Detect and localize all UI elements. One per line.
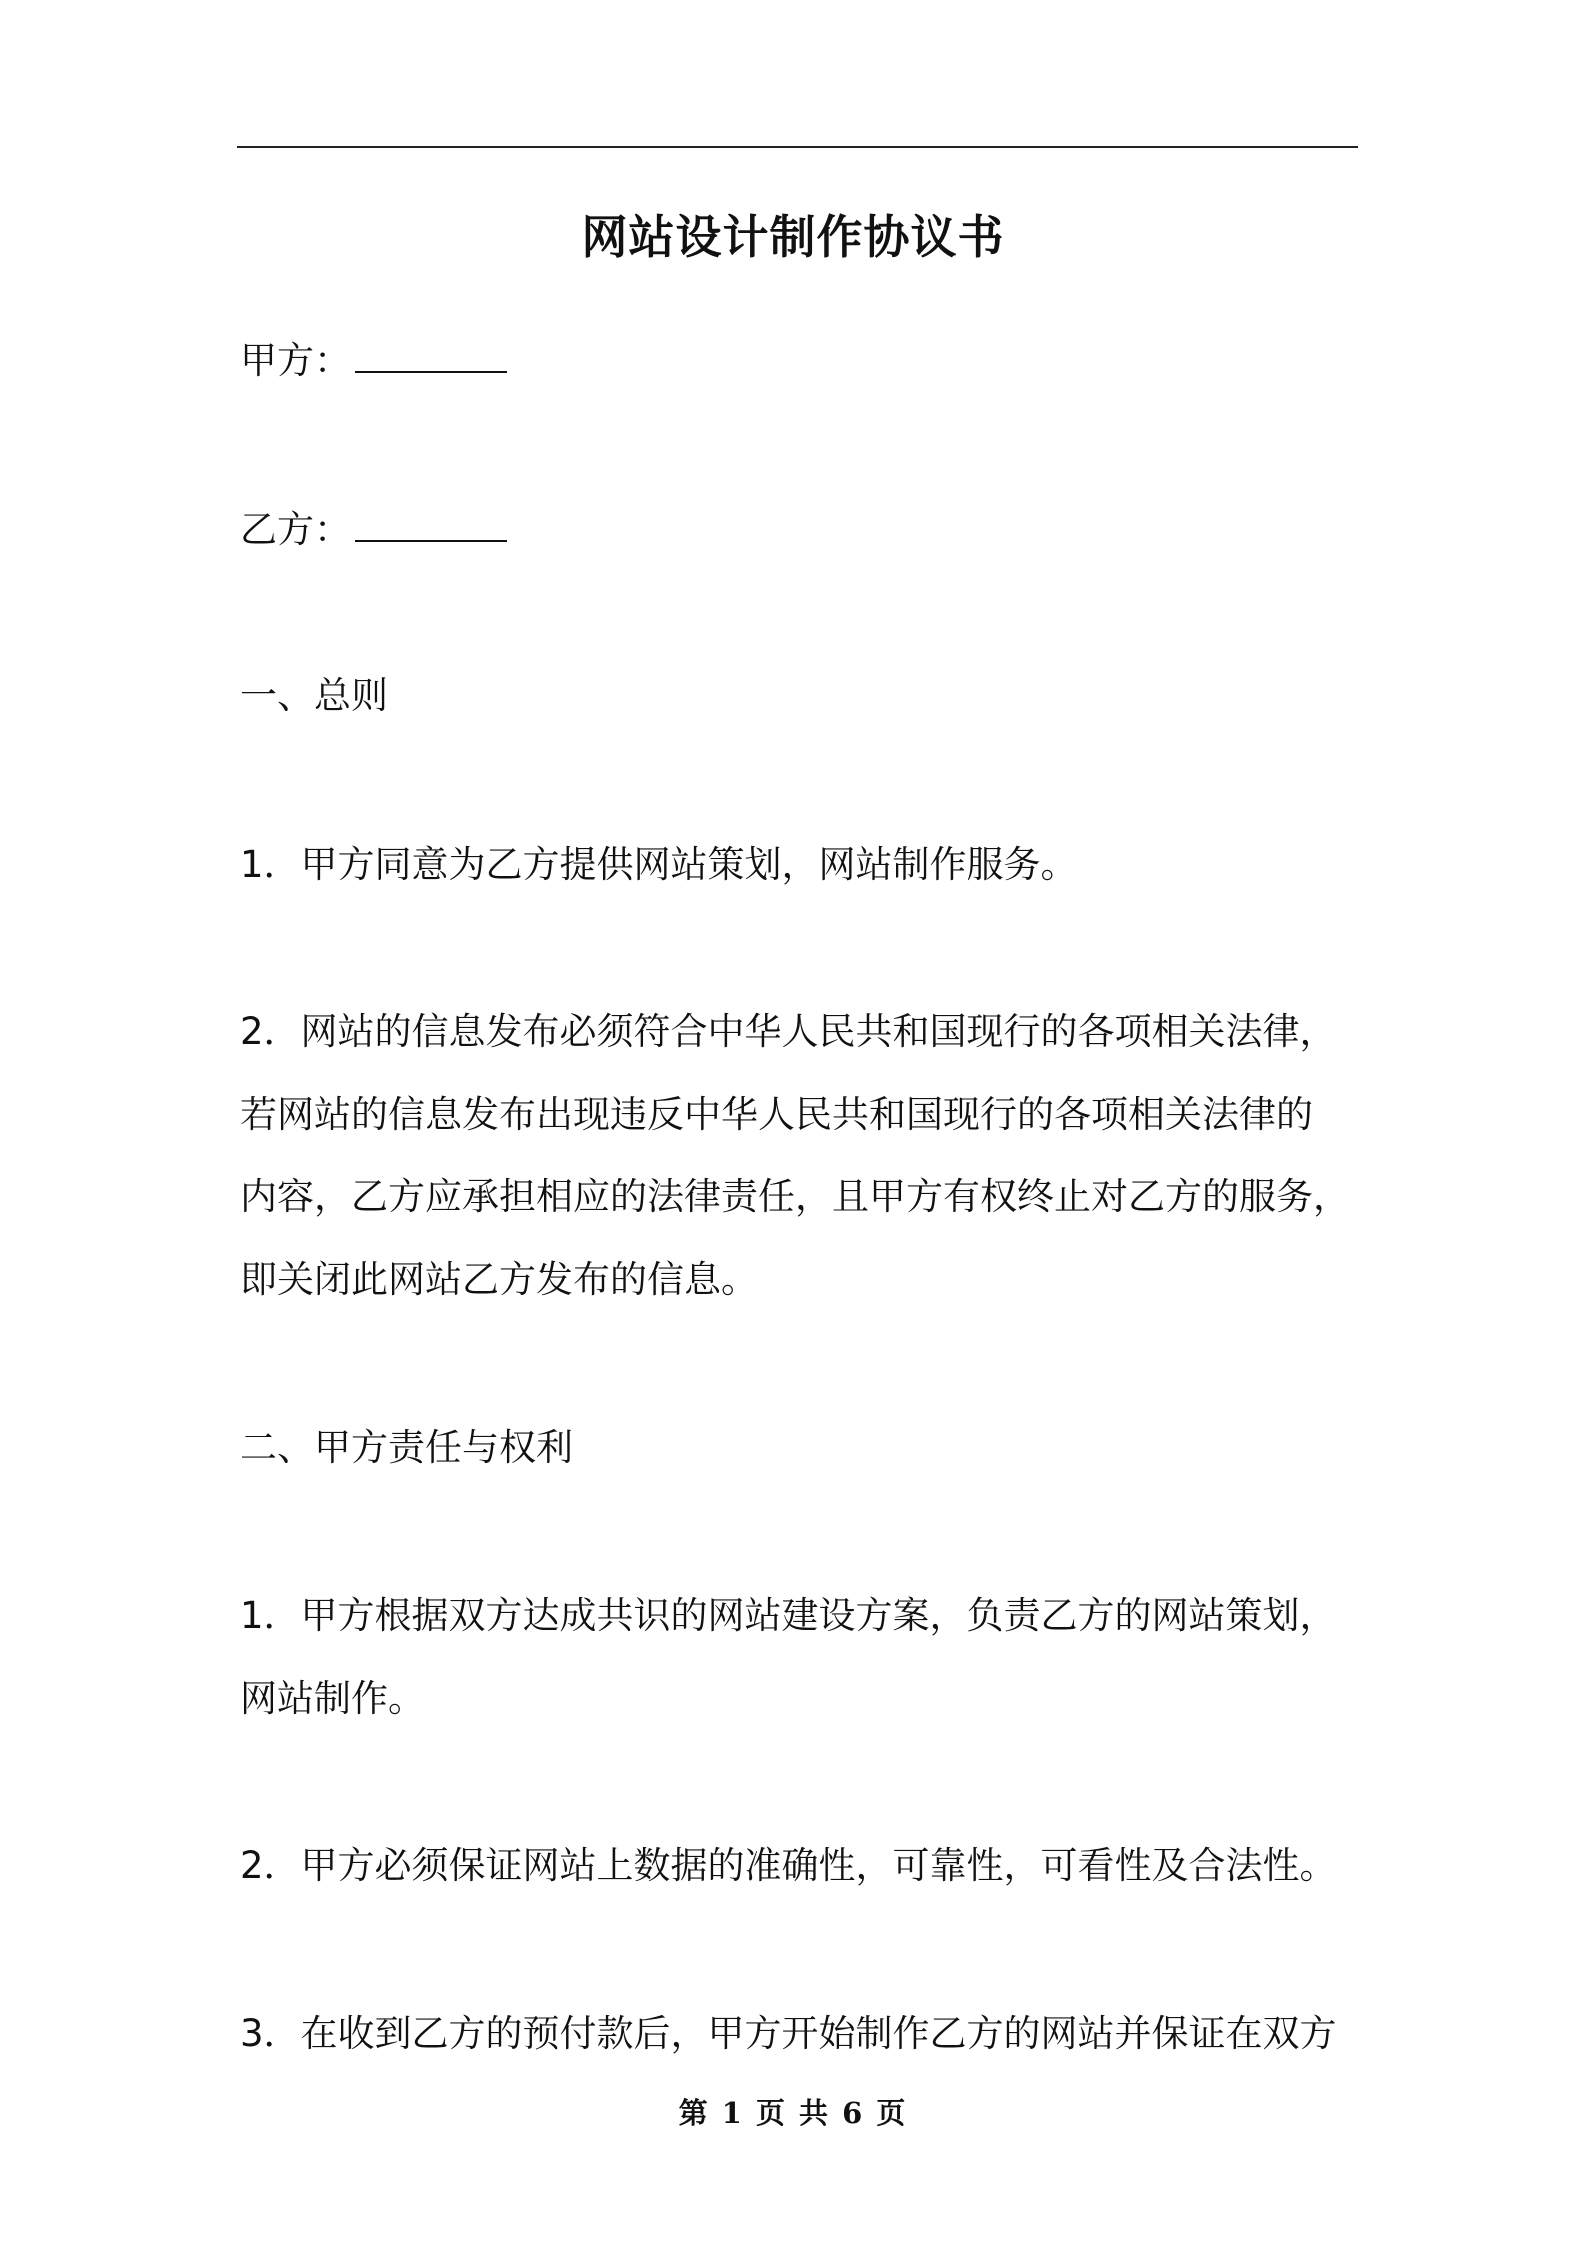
party-a-label: 甲方： <box>240 339 351 382</box>
party-a-blank <box>355 337 507 373</box>
party-a-line <box>240 337 507 385</box>
clause-2-1-line-2: 网站制作。 <box>240 1677 425 1720</box>
page-indicator: 第 1 页 共 6 页 <box>678 2096 908 2130</box>
document-title: 网站设计制作协议书 <box>581 210 1005 264</box>
section-heading-general: 一、总则 <box>240 674 388 717</box>
clause-1-1: 1．甲方同意为乙方提供网站策划，网站制作服务。 <box>240 843 1078 886</box>
clause-2-3-line-1: 3．在收到乙方的预付款后，甲方开始制作乙方的网站并保证在双方 <box>240 2012 1337 2055</box>
section-heading-party-a: 二、甲方责任与权利 <box>240 1426 573 1469</box>
clause-1-2-line-4: 即关闭此网站乙方发布的信息。 <box>240 1258 758 1301</box>
clause-2-1-line-1: 1．甲方根据双方达成共识的网站建设方案，负责乙方的网站策划， <box>240 1594 1337 1637</box>
party-b-label: 乙方： <box>240 508 351 551</box>
party-b-blank <box>355 506 507 542</box>
clause-1-2-line-3: 内容，乙方应承担相应的法律责任，且甲方有权终止对乙方的服务， <box>240 1175 1350 1218</box>
clause-1-2-line-2: 若网站的信息发布出现违反中华人民共和国现行的各项相关法律的 <box>240 1093 1313 1136</box>
header-rule <box>237 146 1358 148</box>
clause-2-2: 2．甲方必须保证网站上数据的准确性，可靠性，可看性及合法性。 <box>240 1844 1337 1887</box>
party-b-line <box>240 506 507 554</box>
clause-1-2-line-1: 2．网站的信息发布必须符合中华人民共和国现行的各项相关法律， <box>240 1010 1337 1053</box>
